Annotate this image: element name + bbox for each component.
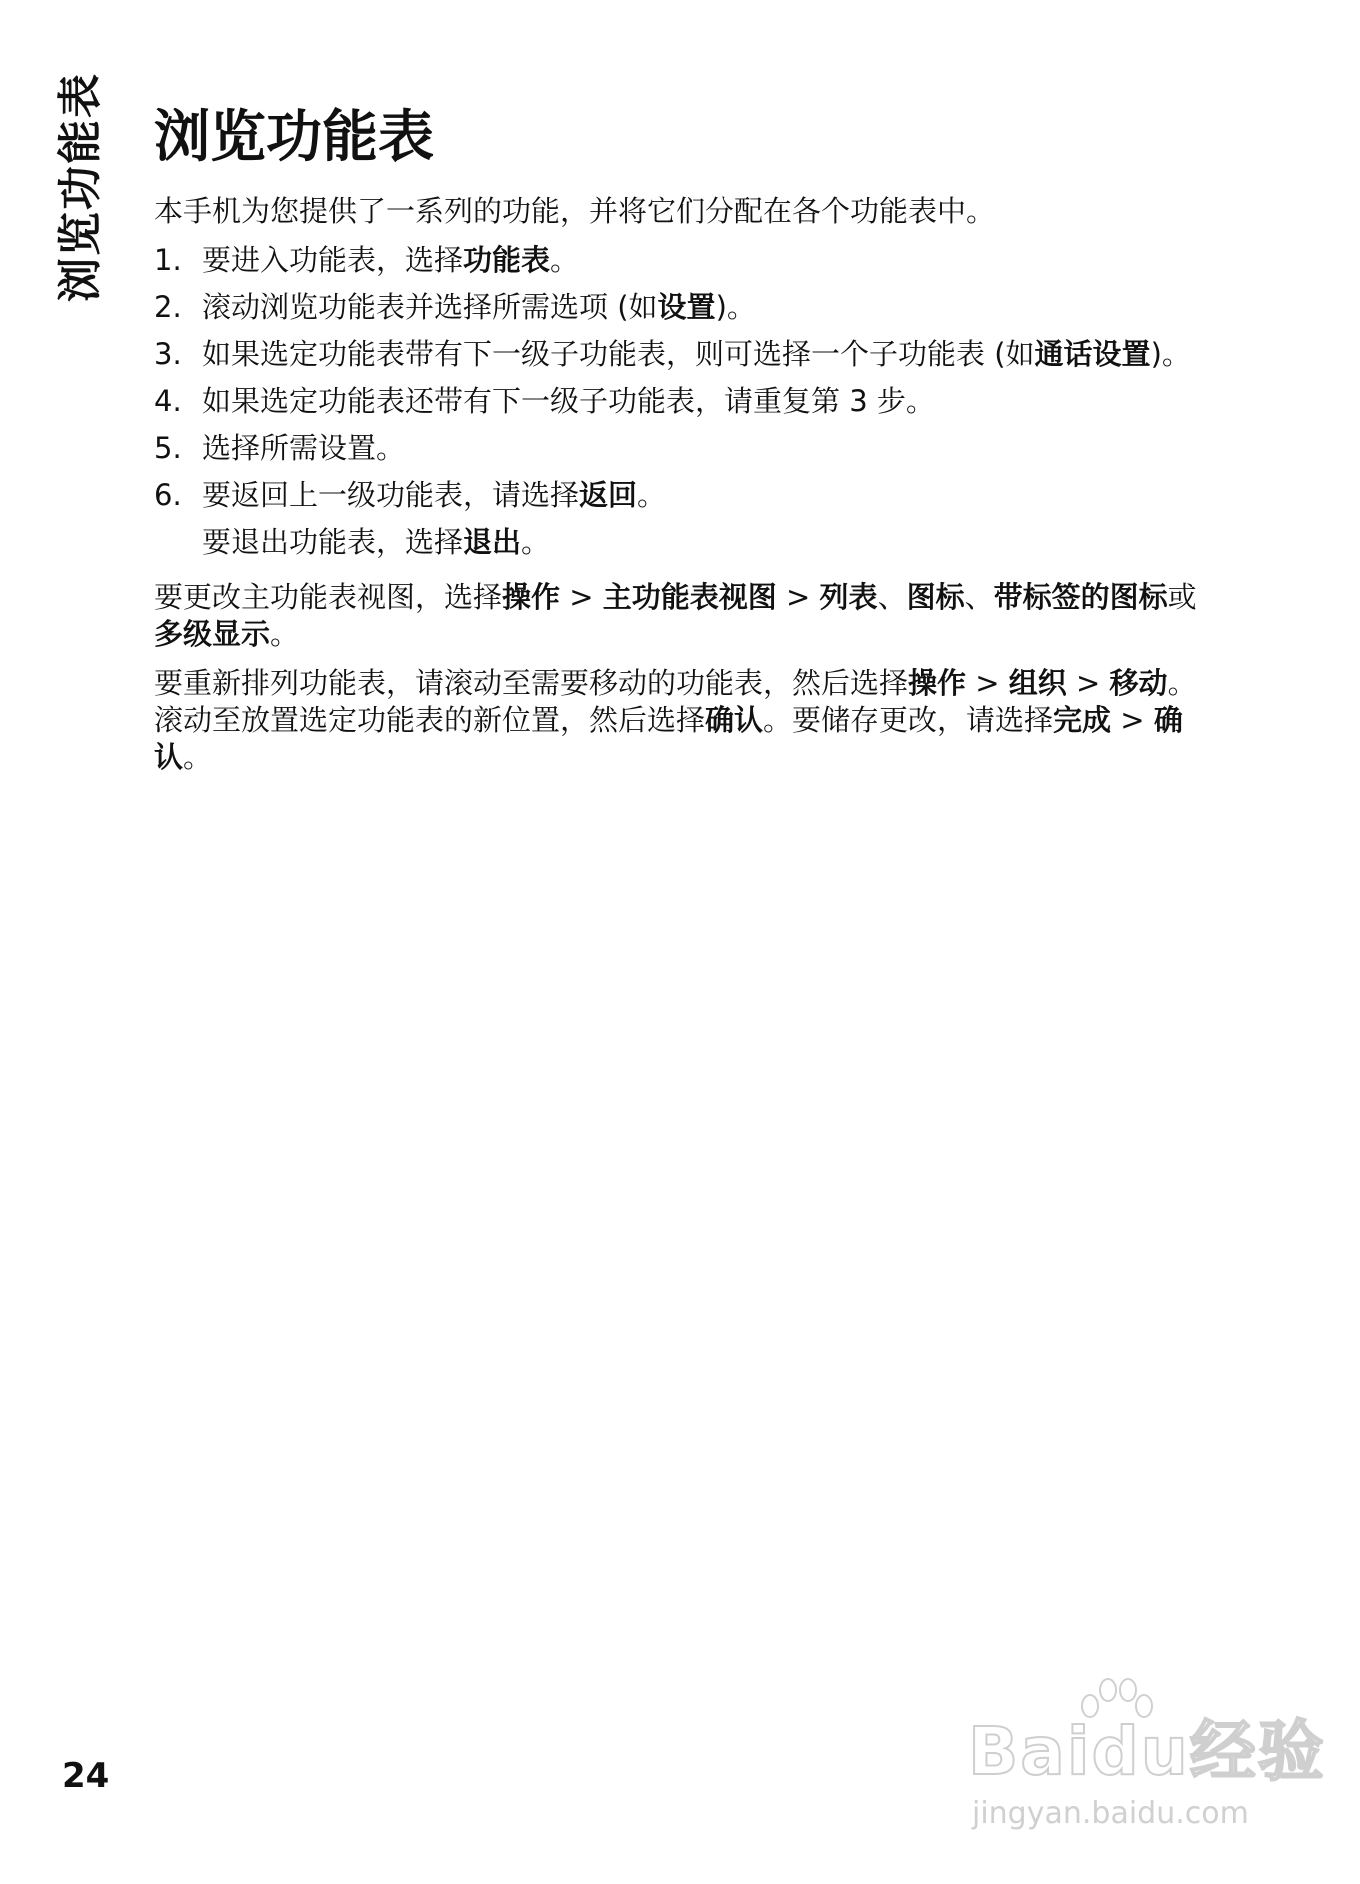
text-run: 。 [521, 525, 551, 560]
step-number: 2. [154, 290, 182, 325]
text-run: 要退出功能表，选择 [202, 525, 464, 560]
page-number: 24 [62, 1756, 110, 1796]
step-item [154, 242, 1199, 279]
text-run: 或 [1167, 580, 1197, 615]
text-run: > [966, 666, 1009, 701]
text-run: 滚动浏览功能表并选择所需选项 (如 [202, 290, 658, 325]
text-run: 。 [270, 617, 300, 652]
text-run: 。 [550, 243, 580, 278]
intro-paragraph: 本手机为您提供了一系列的功能，并将它们分配在各个功能表中。 [154, 194, 996, 229]
emphasized-term: 列表 [819, 580, 878, 615]
text-run: > [560, 580, 603, 615]
emphasized-term: 带标签的图标 [993, 580, 1168, 615]
step-item [154, 289, 1199, 326]
emphasized-term: 移动 [1109, 666, 1168, 701]
reorder-paragraph [154, 665, 1199, 776]
emphasized-term: 设置 [657, 290, 716, 325]
watermark-logo: Baidu经验 [968, 1713, 1326, 1790]
step-item [154, 383, 1199, 420]
emphasized-term: 返回 [579, 478, 638, 513]
emphasized-term: 确认 [154, 703, 1183, 775]
step-text [202, 336, 1199, 373]
step-text [202, 383, 1199, 420]
step-text [202, 477, 1199, 514]
text-run: 要重新排列功能表，请滚动至需要移动的功能表，然后选择 [154, 666, 909, 701]
text-run: 、 [964, 580, 994, 615]
emphasized-term: 多级显示 [154, 617, 271, 652]
text-run: 。 [637, 478, 667, 513]
steps-list [154, 242, 1199, 514]
emphasized-term: 组织 [1008, 666, 1067, 701]
emphasized-term: 退出 [463, 525, 522, 560]
step-text [202, 242, 1199, 279]
text-run: 要更改主功能表视图，选择 [154, 580, 503, 615]
emphasized-term: 完成 [1053, 703, 1112, 738]
text-run: 要返回上一级功能表，请选择 [202, 478, 580, 513]
main-content [154, 104, 1199, 788]
exit-instruction [202, 524, 1199, 561]
text-run: > [776, 580, 820, 615]
step-item [154, 477, 1199, 514]
text-run: 。 [183, 740, 213, 775]
text-run: 、 [877, 580, 907, 615]
text-run: 如果选定功能表还带有下一级子功能表，请重复第 3 步。 [202, 384, 935, 419]
text-run: > [1111, 703, 1154, 738]
emphasized-term: 主功能表视图 [602, 580, 777, 615]
step-number: 4. [154, 384, 182, 419]
text-run: 。滚动至放置选定功能表的新位置，然后选择 [154, 666, 1197, 738]
view-change-paragraph [154, 579, 1199, 653]
step-text [202, 289, 1199, 326]
step-number: 6. [154, 478, 182, 513]
watermark-url: jingyan.baidu.com [972, 1796, 1249, 1831]
step-text [202, 430, 1199, 467]
text-run: 选择所需设置。 [202, 431, 406, 466]
side-tab [44, 62, 108, 312]
step-number: 1. [154, 243, 182, 278]
step-item [154, 336, 1199, 373]
step-number: 3. [154, 337, 182, 372]
step-number: 5. [154, 431, 182, 466]
text-run: 要进入功能表，选择 [202, 243, 464, 278]
text-run: 。要储存更改，请选择 [763, 703, 1054, 738]
step-item [154, 430, 1199, 467]
side-tab-label: 浏览功能表 [55, 72, 106, 302]
emphasized-term: 操作 [908, 666, 967, 701]
watermark [968, 1684, 1326, 1844]
emphasized-term: 图标 [906, 580, 965, 615]
emphasized-term: 功能表 [463, 243, 551, 278]
emphasized-term: 确认 [705, 703, 764, 738]
text-run: )。 [1150, 337, 1191, 372]
text-run: 如果选定功能表带有下一级子功能表，则可选择一个子功能表 (如 [202, 337, 1035, 372]
text-run: > [1066, 666, 1110, 701]
emphasized-term: 通话设置 [1034, 337, 1151, 372]
page-title: 浏览功能表 [154, 105, 434, 170]
emphasized-term: 操作 [502, 580, 561, 615]
text-run: )。 [715, 290, 756, 325]
